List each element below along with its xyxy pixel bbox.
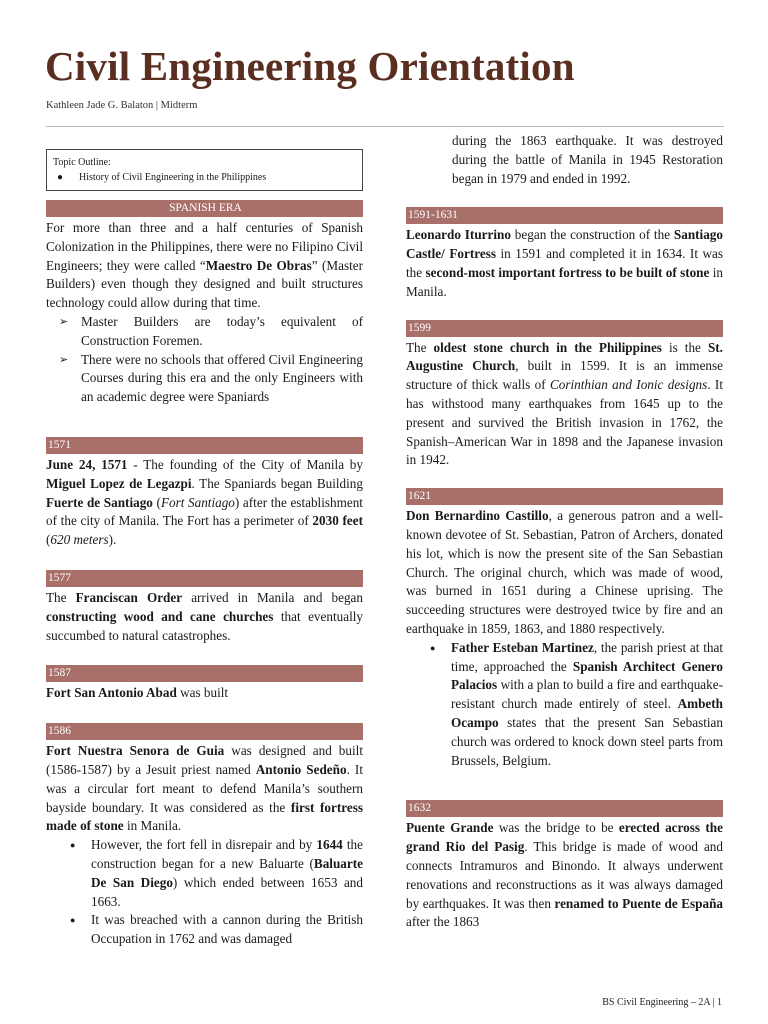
section-heading-1586: 1586: [46, 723, 363, 740]
paragraph-1587: Fort San Antonio Abad was built: [46, 685, 229, 701]
paragraph-1571: June 24, 1571 - The founding of the City of Manila by Miguel Lopez de Legazpi. The Spaniards began Building Fuerte de Santiago (Fort Santiago) after the establishment of the city of Manila. The Fort has a perimeter of 2030 feet (620 meters).: [46, 456, 363, 548]
paragraph-1586: Fort Nuestra Senora de Guia was designed and built (1586-1587) by a Jesuit priest named Antonio Sedeño. It was a circular fort meant to defend Manila’s southern bayside boundary. It was considered as the first fortress made of stone in Manila.: [46, 743, 363, 834]
paragraph-1599: The oldest stone church in the Philippines is the St. Augustine Church, built in 1599. It is an immense structure of thick walls of Corinthian and Ionic designs. It has withstood many earthquakes from 1645 up to the present and survived the British invasion in 1762, the Spanish–American War in 1898 and the Japanese invasion in 1942.: [406, 339, 724, 468]
paragraph-1621: Don Bernardino Castillo, a generous patron and a well-known devotee of St. Sebastian, Patron of Archers, donated his lot, which is now the present site of the San Sebastian Church. The original church, which was made of wood, was burned in 1651 during a Chinese uprising. The succeeding structures were destroyed twice by fire and an earthquake in 1859, 1863, and 1880 respectively.: [406, 508, 724, 636]
left-column: [46, 149, 363, 949]
list-item: ● However, the fort fell in disrepair and by 1644 the construction began for a new Baluarte (Baluarte De San Diego) which ended between 1653 and 1663.: [91, 836, 363, 911]
list-item: ➢ Master Builders are today’s equivalent of Construction Foremen.: [81, 313, 363, 351]
continued-paragraph: during the 1863 earthquake. It was destroyed during the battle of Manila in 1945 Restoration began in 1979 and ended in 1992.: [452, 133, 723, 186]
paragraph-1591: Leonardo Iturrino began the construction of the Santiago Castle/ Fortress in 1591 and completed it in 1634. It was the second-most important fortress to be built of stone in Manila.: [406, 227, 724, 299]
section-heading-spanish-era: SPANISH ERA: [46, 200, 363, 217]
section-heading-1571: 1571: [46, 437, 363, 454]
page-footer: BS Civil Engineering – 2A | 1: [602, 997, 722, 1008]
right-column: [406, 132, 723, 932]
san-sebastian-list: [406, 639, 723, 771]
outline-heading: Topic Outline:: [53, 157, 111, 168]
section-heading-1632: 1632: [406, 800, 723, 817]
header-divider: [46, 126, 724, 127]
list-item: ● Father Esteban Martinez, the parish priest at that time, approached the Spanish Architect Genero Palacios with a plan to build a fire and earthquake-resistant church made entirely of steel. Ambeth Ocampo states that the present San Sebastian church was ordered to knock down steel parts from Brussels, Belgium.: [451, 639, 723, 771]
paragraph-1577: The Franciscan Order arrived in Manila and began constructing wood and cane churches that eventually succumbed to natural catastrophes.: [46, 589, 364, 643]
section-heading-1587: 1587: [46, 665, 363, 682]
spanish-era-list: [46, 313, 363, 407]
list-item: ➢ There were no schools that offered Civil Engineering Courses during this era and the only Engineers with an academic degree were Spaniards: [81, 351, 363, 407]
paragraph-1632: Puente Grande was the bridge to be erected across the grand Rio del Pasig. This bridge is made of wood and connects Intramuros and Binondo. It always underwent renovations and reconstructions as it was always damaged by earthquakes. It was then renamed to Puente de España after the 1863: [406, 820, 723, 930]
author-line: Kathleen Jade G. Balaton | Midterm: [46, 100, 198, 111]
fort-guia-list: [46, 836, 363, 949]
outline-item: ● History of Civil Engineering in the Philippines: [53, 170, 356, 185]
page-title: Civil Engineering Orientation: [45, 43, 575, 89]
list-item: ● It was breached with a cannon during the British Occupation in 1762 and was damaged: [91, 911, 363, 949]
section-heading-1621: 1621: [406, 488, 723, 505]
section-heading-1577: 1577: [46, 570, 363, 587]
section-heading-1591-1631: 1591-1631: [406, 207, 723, 224]
topic-outline-box: [46, 149, 363, 191]
section-heading-1599: 1599: [406, 320, 723, 337]
spanish-era-paragraph: For more than three and a half centuries of Spanish Colonization in the Philippines, there were no Filipino Civil Engineers; they were called “Maestro De Obras” (Master Builders) even though they designed and built structures technology could allow during that time.: [46, 220, 363, 311]
